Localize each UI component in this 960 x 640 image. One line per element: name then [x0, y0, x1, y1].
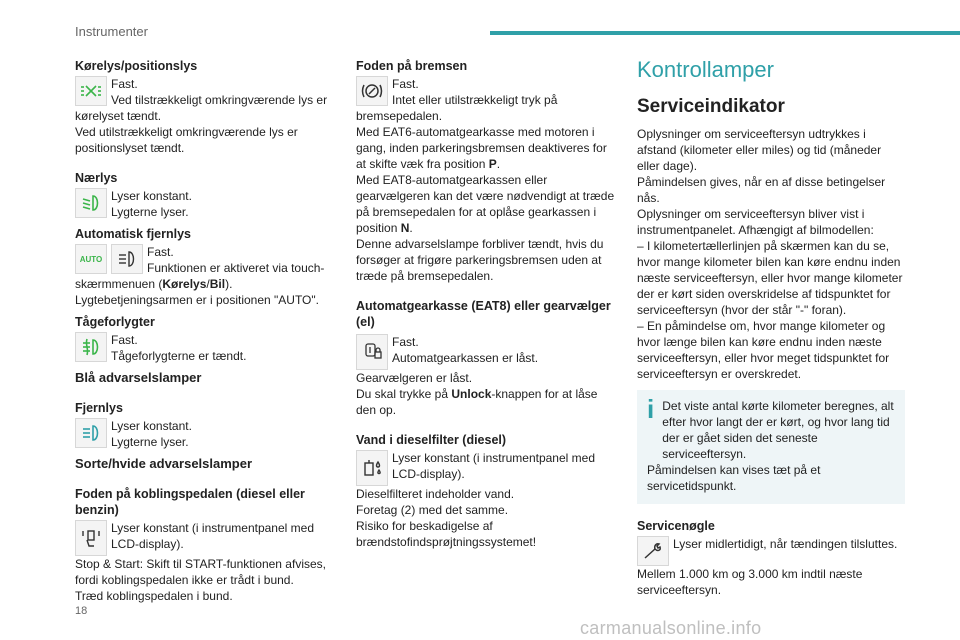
fjernlys-title: Fjernlys: [75, 401, 123, 415]
brake-pedal-icon: [356, 76, 388, 106]
eat8-title: Automatgearkasse (EAT8) eller gearvælger (el): [356, 299, 611, 329]
front-fog-light-icon: [75, 332, 107, 362]
autofjern-line-4: Lygtebetjeningsarmen er i positionen "AUTO".: [75, 293, 319, 307]
column-2: [356, 58, 618, 556]
water-in-diesel-icon: [356, 450, 388, 486]
header-bar: [490, 31, 960, 35]
svg-text:AUTO: AUTO: [79, 255, 103, 264]
kobling-line-3: Træd koblingspedalen i bund.: [75, 589, 233, 603]
info-icon: i: [647, 394, 655, 424]
info-text-1: Det viste antal kørte kilometer beregnes, alt efter hvor langt der er kørt, og hvor lang tid der er gået siden det seneste serviceeftersyn.: [662, 399, 894, 461]
column-1: [75, 58, 333, 610]
korelys-line-1: Fast.: [111, 77, 138, 91]
service-para-3: Oplysninger om serviceeftersyn bliver vist i instrumentpanelet. Afhængigt af bilmodellen:: [637, 207, 874, 237]
high-beam-icon: [75, 418, 107, 448]
gear-lock-icon: [356, 334, 388, 370]
info-box: [637, 390, 905, 504]
column-3: [637, 58, 905, 604]
high-beam-outline-icon: [111, 244, 143, 274]
clutch-pedal-icon: [75, 520, 107, 556]
sorte-title: Sorte/hvide advarselslamper: [75, 456, 253, 471]
info-text-2: Påmindelsen kan vises tæt på et servicetidspunkt.: [647, 463, 821, 493]
section-bremse: [356, 58, 618, 284]
servicenoegle-line-1: Lyser midlertidigt, når tændingen tilsluttes.: [673, 537, 898, 551]
servicenoegle-line-2: Mellem 1.000 km og 3.000 km indtil næste serviceeftersyn.: [637, 567, 863, 597]
service-para-2: Påmindelsen gives, når en af disse betingelser nås.: [637, 175, 886, 205]
korelys-line-4: Ved utilstrækkeligt omkringværende lys er positionslyset tændt.: [75, 125, 298, 155]
service-para-1: Oplysninger om serviceeftersyn udtrykkes i afstand (kilometer eller miles) og tid (måneder eller dage).: [637, 127, 882, 173]
bremse-line-2: Intet eller utilstrækkeligt tryk på: [392, 93, 558, 107]
page-number: 18: [75, 605, 88, 617]
kobling-line-1: Lyser konstant (i instrumentpanel med LCD-display).: [111, 521, 314, 551]
eat8-line-1: Fast.: [392, 335, 419, 349]
section-diesel: [356, 432, 618, 550]
diesel-line-2: Dieselfilteret indeholder vand.: [356, 487, 515, 501]
blaa-title: Blå advarselslamper: [75, 370, 202, 385]
diesel-line-4: Risiko for beskadigelse af brændstofindsprøjtningssystemet!: [356, 519, 537, 549]
eat8-line-4: Du skal trykke på Unlock-knappen for at låse den op.: [356, 387, 598, 417]
section-taage: [75, 314, 333, 364]
section-korelys: [75, 58, 333, 156]
header-section: Instrumenter: [75, 24, 148, 39]
diesel-line-3: Foretag (2) med det samme.: [356, 503, 509, 517]
korelys-line-2: Ved tilstrækkeligt omkringværende lys er: [111, 93, 328, 107]
daytime-light-icon: [75, 76, 107, 106]
bremse-line-3: bremsepedalen.: [356, 109, 443, 123]
kobling-title: Foden på koblingspedalen (diesel eller benzin): [75, 487, 305, 517]
auto-high-beam-icon: [75, 244, 107, 274]
section-naerlys: [75, 170, 333, 220]
service-para-5: – En påmindelse om, hvor mange kilometer og hvor længe bilen kan køre endnu inden næste serviceeftersyn, eller hvor meget tidspunktet for serviceeftersyn er overskredet.: [637, 319, 890, 381]
service-wrench-icon: [637, 536, 669, 566]
kobling-line-2: Stop & Start: Skift til START-funktionen afvises, fordi koblingspedalen ikke er trådt i bund.: [75, 557, 326, 587]
section-servicenoegle: [637, 518, 905, 598]
kontrollamper-heading: Kontrollamper: [637, 57, 774, 82]
taage-line-1: Fast.: [111, 333, 138, 347]
dipped-beam-icon: [75, 188, 107, 218]
bremse-line-5: Med EAT8-automatgearkassen eller gearvælgeren kan det være nødvendigt at træde på bremsepedalen for at oplåse gearkassen i position N.: [356, 173, 615, 235]
taage-line-2: Tågeforlygterne er tændt.: [111, 349, 247, 363]
serviceindikator-heading: Serviceindikator: [637, 96, 785, 117]
section-kobling: [75, 486, 333, 604]
eat8-line-3: Gearvælgeren er låst.: [356, 371, 473, 385]
section-fjernlys: [75, 400, 333, 450]
taage-title: Tågeforlygter: [75, 315, 155, 329]
bremse-title: Foden på bremsen: [356, 59, 468, 73]
fjernlys-line-1: Lyser konstant.: [111, 419, 192, 433]
bremse-line-4: Med EAT6-automatgearkasse med motoren i gang, inden parkeringsbremsen deaktiveres for at skifte væk fra position P.: [356, 125, 607, 171]
section-autofjern: [75, 226, 333, 308]
korelys-line-3: kørelyset tændt.: [75, 109, 162, 123]
korelys-title: Kørelys/positionslys: [75, 59, 198, 73]
diesel-line-1: Lyser konstant (i instrumentpanel med LCD-display).: [392, 451, 595, 481]
eat8-line-2: Automatgearkassen er låst.: [392, 351, 539, 365]
diesel-title: Vand i dieselfilter (diesel): [356, 433, 507, 447]
bremse-line-6: Denne advarselslampe forbliver tændt, hvis du forsøger at frigøre parkeringsbremsen uden at træde på bremsepedalen.: [356, 237, 604, 283]
service-para-4: – I kilometertællerlinjen på skærmen kan du se, hvor mange kilometer bilen kan køre endnu inden næste serviceeftersyn, eller hvor mange kilometer der er kørt siden overskridelse af tidspunktet for serviceeftersyn (hvor der står "-" foran).: [637, 239, 903, 317]
autofjern-line-3: skærmmenuen (Kørelys/Bil).: [75, 277, 233, 291]
naerlys-line-1: Lyser konstant.: [111, 189, 192, 203]
bremse-line-1: Fast.: [392, 77, 419, 91]
section-eat8: [356, 298, 618, 418]
fjernlys-line-2: Lygterne lyser.: [111, 435, 189, 449]
autofjern-line-2: Funktionen er aktiveret via touch-: [147, 261, 325, 275]
servicenoegle-title: Servicenøgle: [637, 519, 715, 533]
autofjern-line-1: Fast.: [147, 245, 174, 259]
naerlys-line-2: Lygterne lyser.: [111, 205, 189, 219]
autofjern-title: Automatisk fjernlys: [75, 227, 192, 241]
watermark: carmanualsonline.info: [580, 618, 762, 638]
naerlys-title: Nærlys: [75, 171, 118, 185]
